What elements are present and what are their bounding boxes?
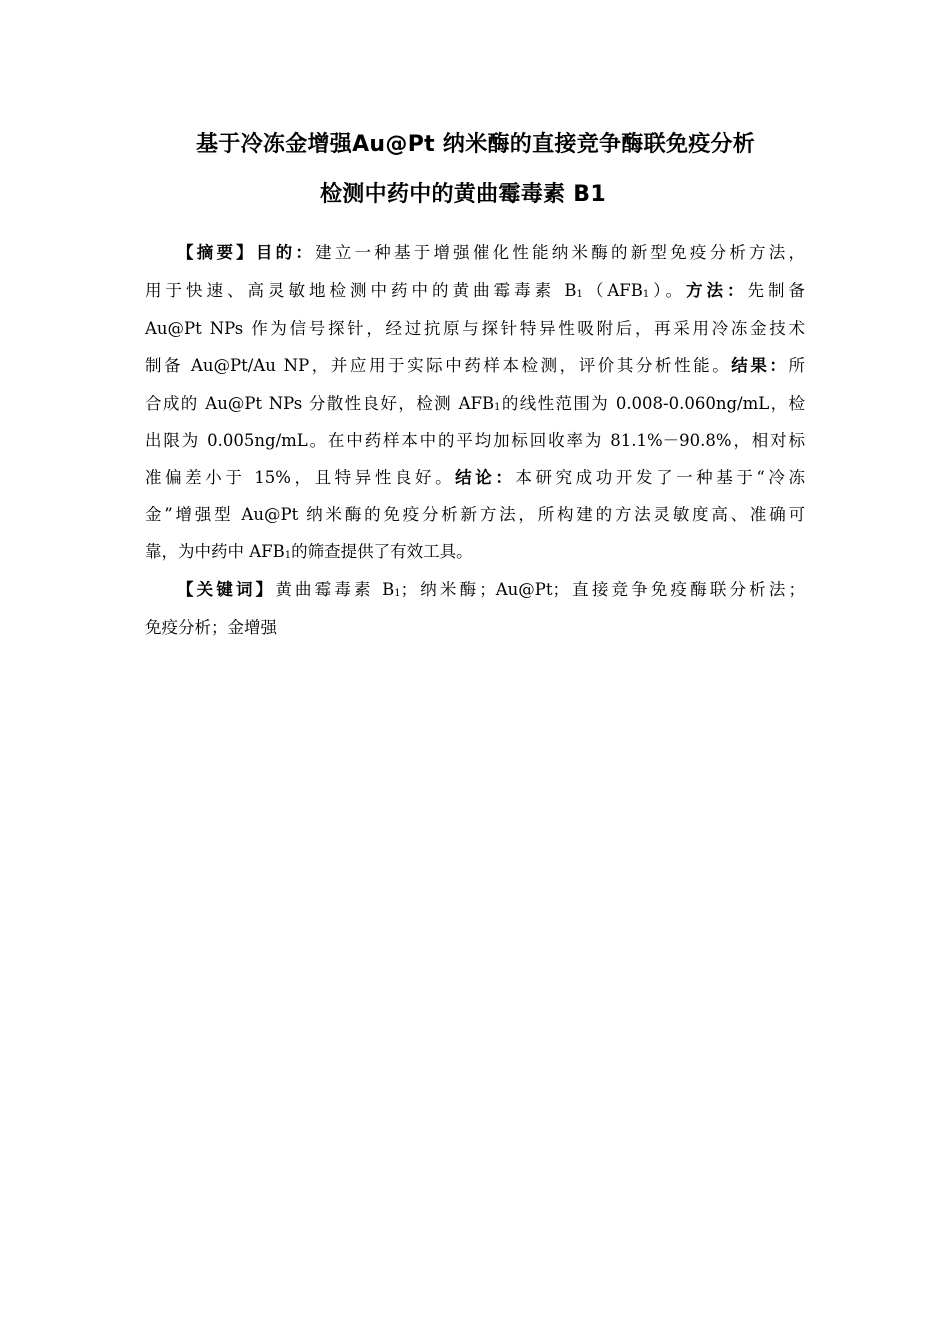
keywords-tag: 【关键词】 [177, 580, 276, 599]
keywords-line-2 [145, 616, 805, 640]
keywords-text: 黄曲霉毒素 B [275, 580, 395, 599]
keywords-text: 免疫分析；金增强 [145, 618, 277, 637]
abstract-text: （AFB [582, 281, 643, 300]
abstract-line-3 [145, 317, 805, 341]
subscript: 1 [394, 588, 401, 599]
abstract-tag: 【摘要】 [177, 243, 256, 262]
objective-label: 目的： [255, 243, 316, 262]
abstract-line-5 [145, 392, 805, 416]
subscript: 1 [576, 289, 583, 300]
abstract-text: 的线性范围为 0.008-0.060ng/mL，检 [500, 394, 805, 413]
abstract-line-8 [145, 503, 805, 527]
abstract-line-6 [145, 429, 805, 453]
subscript: 1 [642, 289, 650, 300]
paper-title-line-1: 基于冷冻金增强Au@Pt 纳米酶的直接竞争酶联免疫分析 [196, 132, 756, 157]
method-label: 方法： [685, 281, 748, 300]
conclusion-label: 结论： [455, 468, 516, 487]
keywords-line-1 [177, 578, 805, 602]
abstract-text: 准偏差小于 15%，且特异性良好。 [145, 468, 456, 487]
abstract-text: 靠，为中药中 AFB [145, 542, 285, 561]
abstract-text: 先制备 [747, 281, 806, 300]
abstract-text: 用于快速、高灵敏地检测中药中的黄曲霉毒素 B [145, 281, 577, 300]
abstract-line-2 [145, 279, 805, 303]
abstract-line-4 [145, 354, 805, 378]
paper-title-line-2: 检测中药中的黄曲霉毒素 B1 [320, 182, 606, 207]
abstract-text: ）。 [649, 281, 686, 300]
abstract-line-9 [145, 540, 805, 564]
abstract-text: 合成的 Au@Pt NPs 分散性良好，检测 AFB [145, 394, 495, 413]
abstract-text: 所 [788, 356, 806, 375]
abstract-text: 金”增强型 Au@Pt 纳米酶的免疫分析新方法，所构建的方法灵敏度高、准确可 [145, 505, 805, 524]
abstract-text: 的筛查提供了有效工具。 [291, 542, 473, 561]
keywords-text: ；纳米酶；Au@Pt；直接竞争免疫酶联分析法； [400, 580, 806, 599]
abstract-text: 出限为 0.005ng/mL。在中药样本中的平均加标回收率为 81.1%－90.8%，相对标 [145, 431, 805, 450]
subscript: 1 [284, 550, 292, 561]
result-label: 结果： [731, 356, 789, 375]
abstract-text: 制备 Au@Pt/Au NP，并应用于实际中药样本检测，评价其分析性能。 [145, 356, 732, 375]
abstract-line-7 [145, 466, 805, 490]
subscript: 1 [494, 402, 501, 413]
abstract-line-1 [177, 241, 805, 265]
abstract-text: 本研究成功开发了一种基于“冷冻 [515, 468, 806, 487]
abstract-text: Au@Pt NPs 作为信号探针，经过抗原与探针特异性吸附后，再采用冷冻金技术 [145, 319, 805, 338]
abstract-text: 建立一种基于增强催化性能纳米酶的新型免疫分析方法， [315, 243, 806, 262]
